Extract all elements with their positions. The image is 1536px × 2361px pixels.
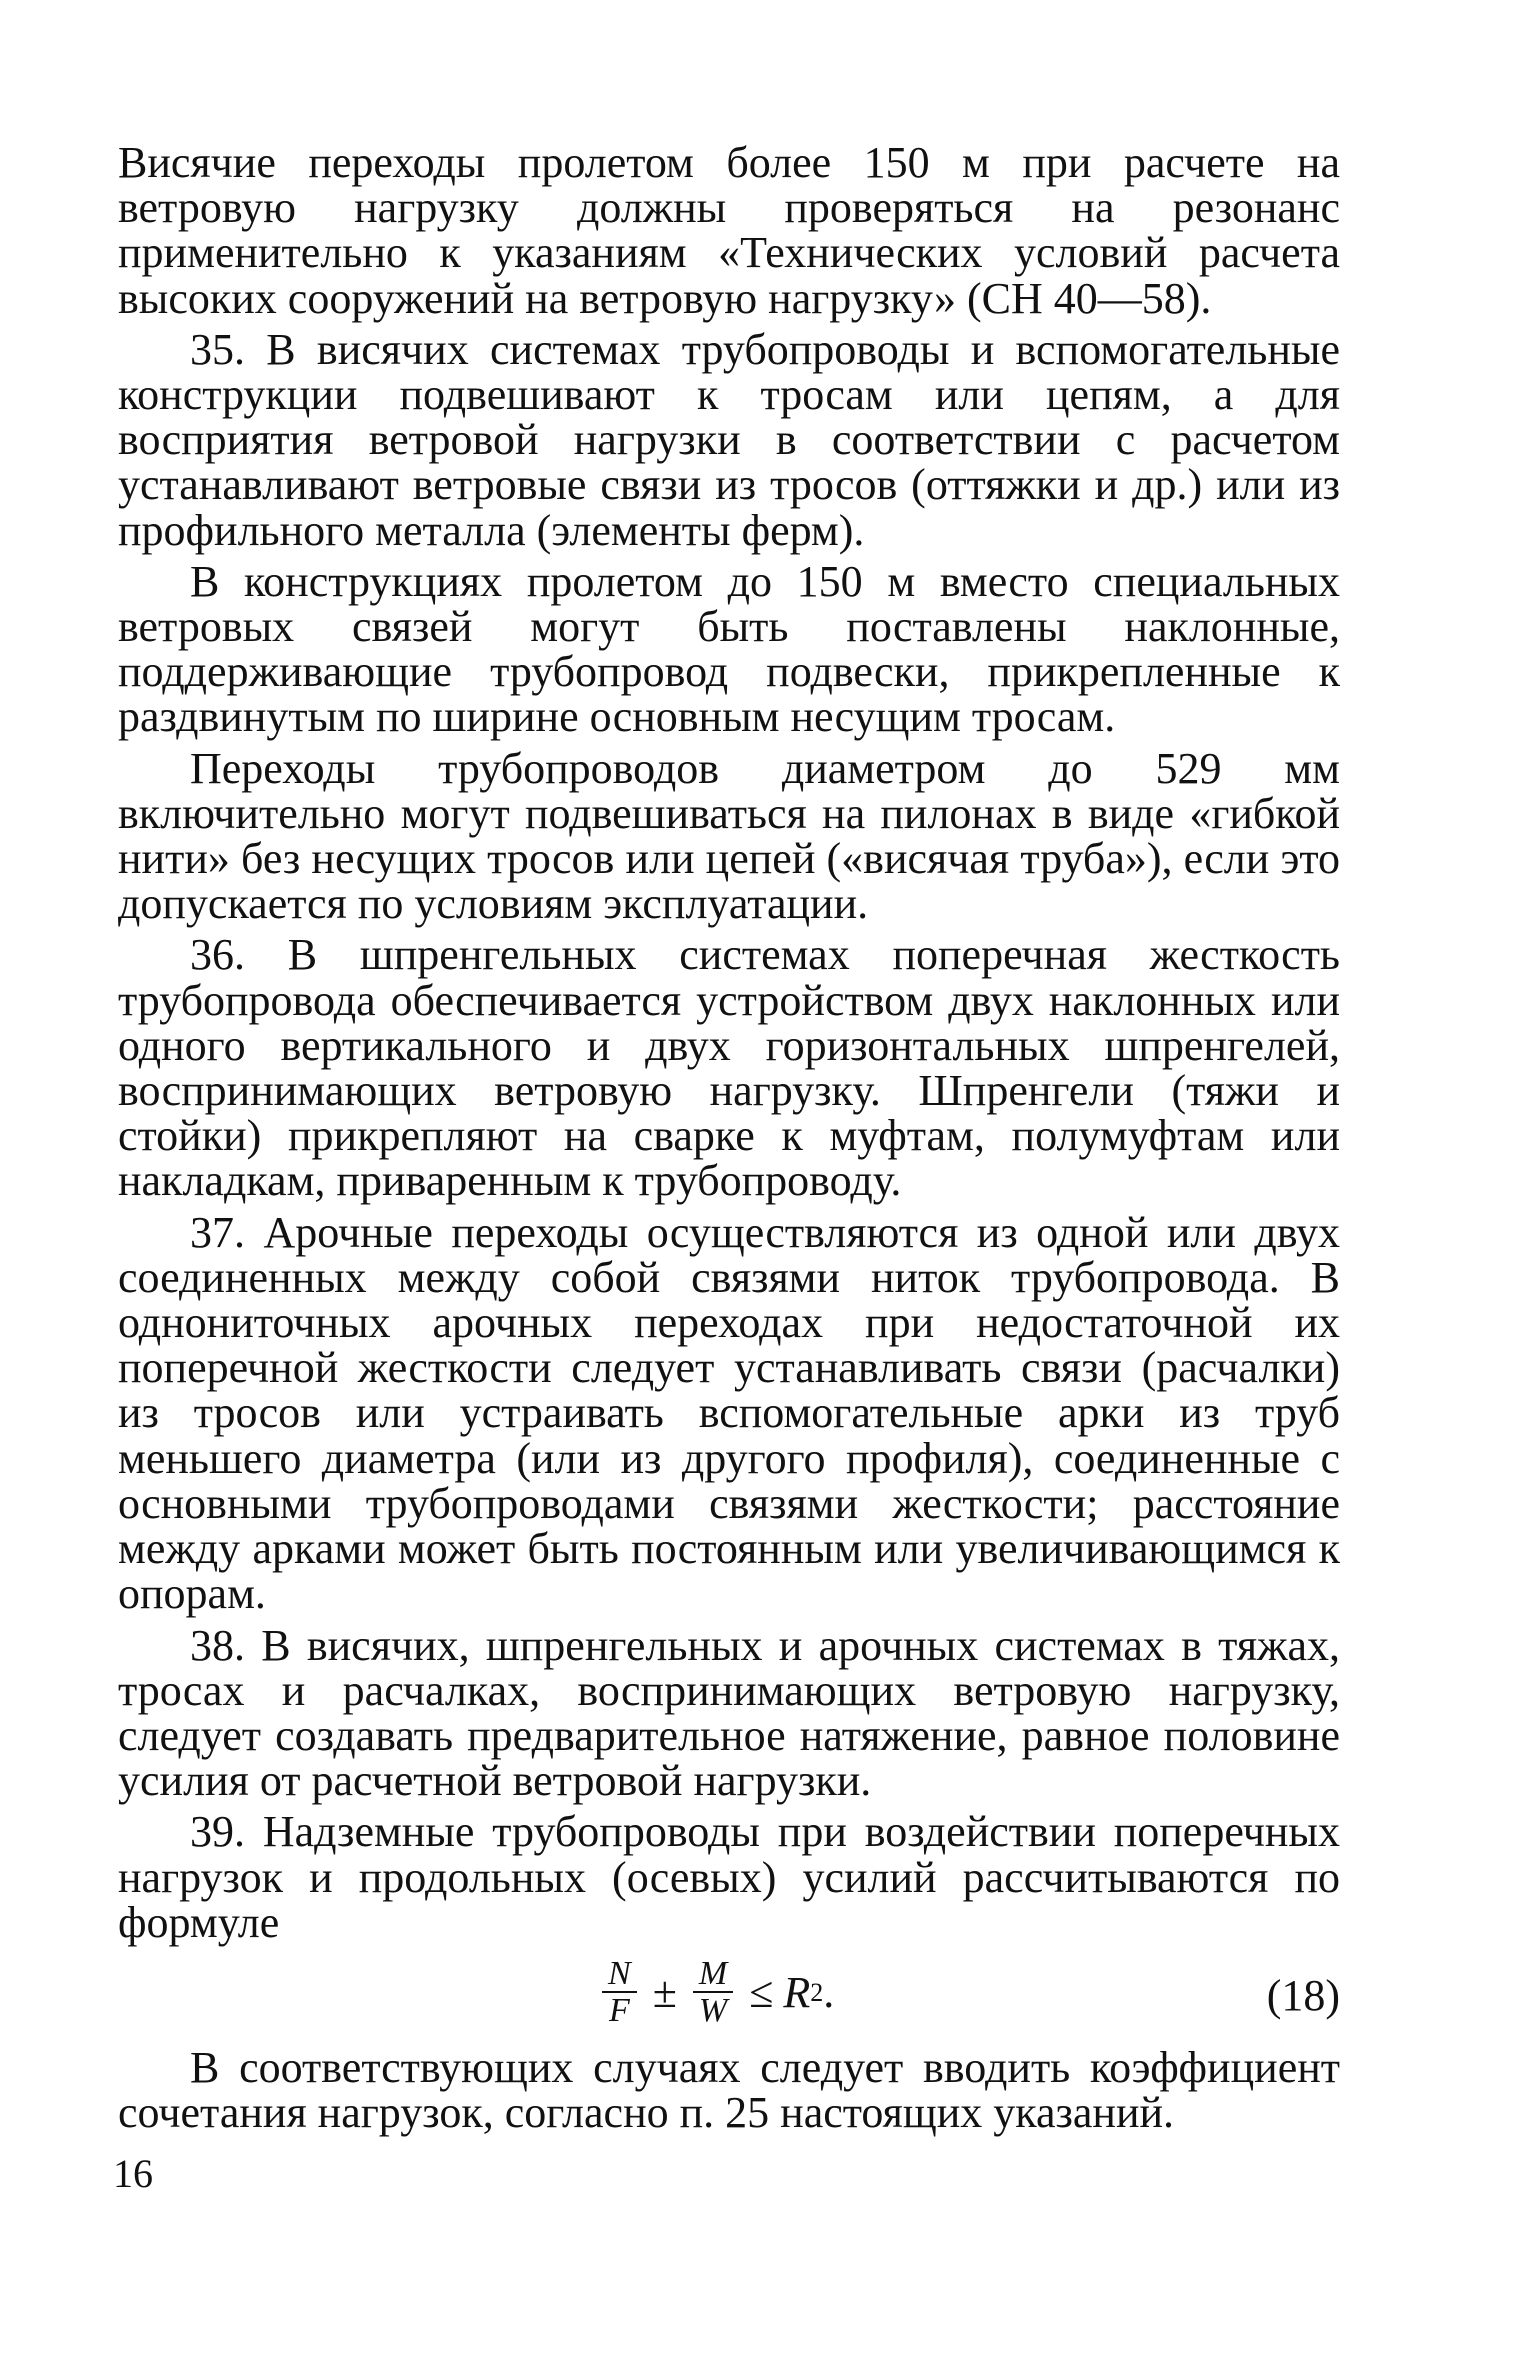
formula-rhs: R xyxy=(783,1968,811,2018)
formula-18 xyxy=(118,1951,1340,2037)
formula-denominator-w: W xyxy=(698,1991,728,2029)
paragraph-closing: В соответствующих случаях следует вводить коэффициент сочетания нагрузок, согласно п. 25 настоящих указаний. xyxy=(118,2042,1340,2138)
paragraph-39: 39. Надземные трубопроводы при воздействии поперечных нагрузок и продольных (осевых) усилий рассчитываются по формуле xyxy=(118,1807,1340,1947)
formula-rhs-subscript: 2 xyxy=(810,1978,824,2008)
formula-expression xyxy=(596,1954,835,2029)
formula-denominator-f: F xyxy=(608,1991,630,2029)
paragraph-36: 36. В шпренгельных системах поперечная жесткость трубопровода обеспечивается устройством двух наклонных или одного вертикального и двух горизонтальных шпренгелей, воспринимающих ветровую нагрузку. Шпренгели (тяжи и стойки) прикрепляют на сварке к муфтам, полумуфтам или накладкам, приваренным к трубопроводу. xyxy=(118,930,1340,1206)
equation-number: (18) xyxy=(1266,1970,1340,2020)
formula-numerator-n: N xyxy=(602,1957,637,1993)
page-number: 16 xyxy=(113,2151,153,2196)
fraction-m-over-w xyxy=(693,1954,733,2029)
formula-relation: ≤ xyxy=(749,1968,774,2018)
paragraph-35-constructions: В конструкциях пролетом до 150 м вместо специальных ветровых связей могут быть поставлены наклонные, поддерживающие трубопровод подвески, прикрепленные к раздвинутым по ширине основным несущим тросам. xyxy=(118,556,1340,742)
paragraph-37: 37. Арочные переходы осуществляются из одной или двух соединенных между собой связями ниток трубопровода. В однониточных арочных переходах при недостаточной их поперечной жесткости следует устанавливать связи (расчалки) из тросов или устраивать вспомогательные арки из труб меньшего диаметра (или из другого профиля), соединенные с основными трубопроводами связями жесткости; расстояние между арками может быть постоянным или увеличивающимся к опорам. xyxy=(118,1207,1340,1619)
formula-plus-minus: ± xyxy=(652,1968,677,2018)
paragraph-35: 35. В висячих системах трубопроводы и вспомогательные конструкции подвешивают к тросам или цепям, а для восприятия ветровой нагрузки в соответствии с расчетом устанавливают ветровые связи из тросов (оттяжки и др.) или из профильного металла (элементы ферм). xyxy=(118,324,1340,555)
paragraph-hanging-crossings: Висячие переходы пролетом более 150 м при расчете на ветровую нагрузку должны проверяться на резонанс применительно к указаниям «Технических условий расчета высоких сооружений на ветровую нагрузку» (СН 40—58). xyxy=(118,138,1340,323)
body-text xyxy=(118,140,1340,2141)
paragraph-38: 38. В висячих, шпренгельных и арочных системах в тяжах, тросах и расчалках, воспринимающих ветровую нагрузку, следует создавать предварительное натяжение, равное половине усилия от расчетной ветровой нагрузки. xyxy=(118,1620,1340,1806)
formula-numerator-m: M xyxy=(693,1957,733,1993)
fraction-n-over-f xyxy=(602,1954,637,2029)
formula-period: . xyxy=(823,1968,835,2018)
paragraph-35-pipe-crossings: Переходы трубопроводов диаметром до 529 мм включительно могут подвешиваться на пилонах в виде «гибкой нити» без несущих тросов или цепей («висячая труба»), если это допускается по условиям эксплуатации. xyxy=(118,743,1340,929)
